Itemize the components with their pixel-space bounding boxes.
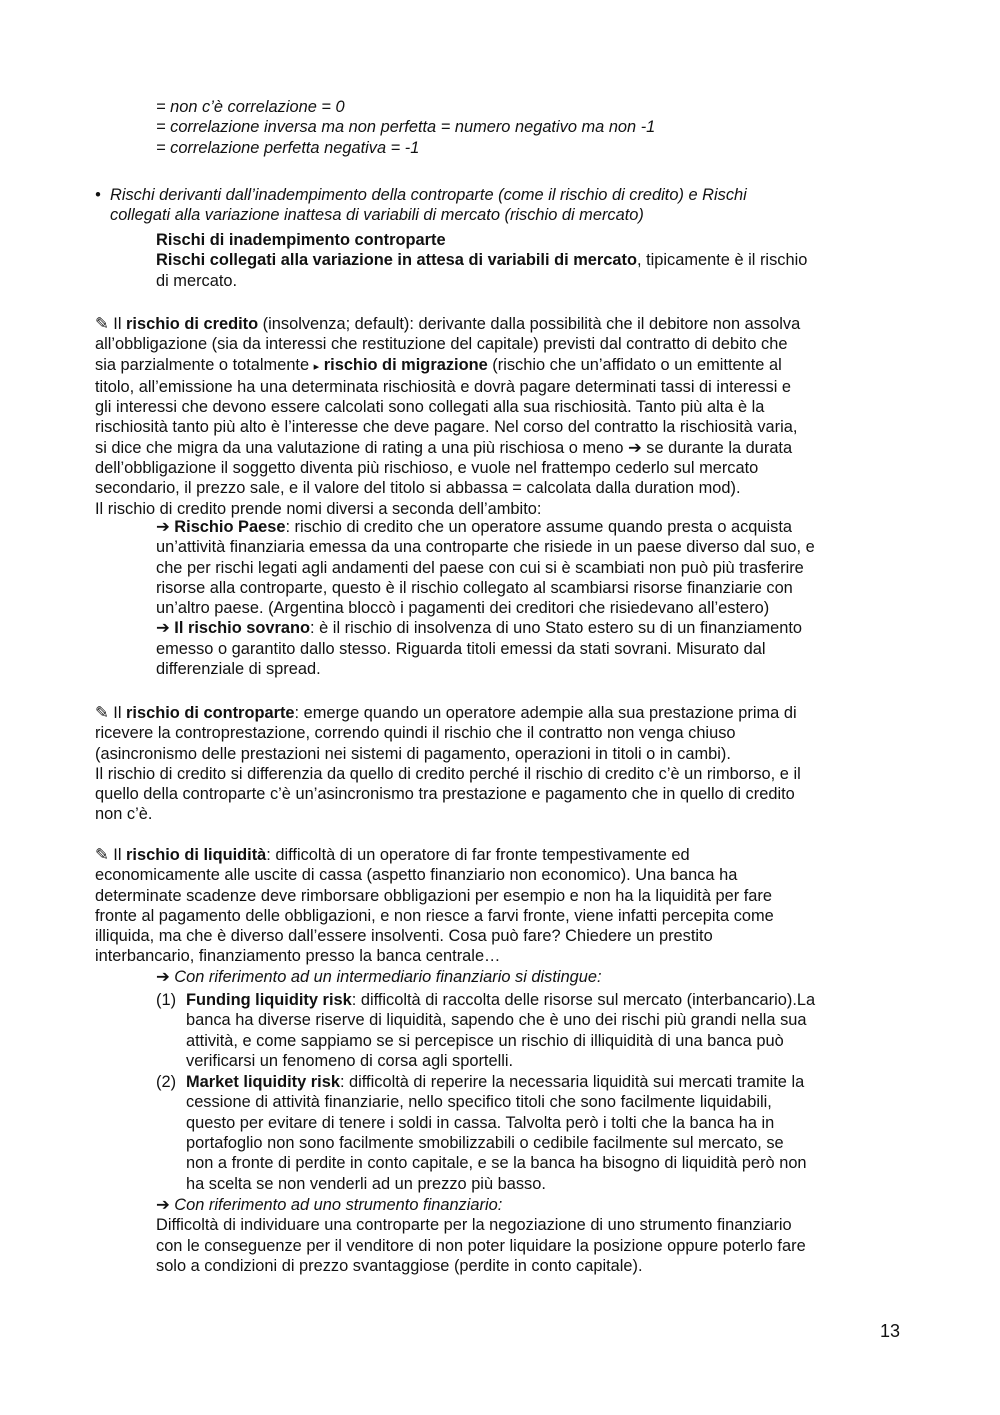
- funding-line-2: banca ha diverse riserve di liquidità, sapendo che è uno dei rischi più grandi nella sua: [186, 1011, 807, 1030]
- liquidita-intermediario: [156, 967, 602, 987]
- list-number-1: (1): [156, 991, 177, 1009]
- section-rischio-liquidita: [95, 845, 774, 967]
- triangle-right-icon: ▸: [313, 360, 320, 373]
- credito-line-1: (insolvenza; default): derivante dalla possibilità che il debitore non assolva: [258, 315, 801, 333]
- pencil-icon: ✎: [95, 846, 109, 864]
- controparte-line-6: non c’è.: [95, 805, 153, 824]
- term-rischio-paese: Rischio Paese: [174, 518, 286, 536]
- funding-line-4: verificarsi un fenomeno di corsa agli sportelli.: [186, 1051, 514, 1070]
- credito-line-5: gli interessi che devono essere calcolati sono collegati alla sua rischiosità. Tanto più alta è la: [95, 398, 765, 417]
- paese-line-1: : rischio di credito che un operatore assume quando presta o acquista: [285, 518, 793, 536]
- bullet-icon: •: [95, 186, 101, 204]
- bullet-line-1: Rischi derivanti dall’inadempimento della controparte (come il rischio di credito) e Rischi: [110, 186, 747, 204]
- section-rischio-controparte: [95, 703, 801, 825]
- credito-il: Il: [113, 315, 127, 333]
- corr-line-1: = non c’è correlazione = 0: [156, 98, 345, 116]
- term-market-liquidity-risk: Market liquidity risk: [186, 1073, 340, 1092]
- arrow-right-icon: ➔: [156, 619, 170, 638]
- strumento-line-1: Difficoltà di individuare una controparte per la negoziazione di uno strumento finanziario: [156, 1216, 792, 1235]
- sovrano-line-3: differenziale di spread.: [156, 660, 321, 679]
- credito-line-10: Il rischio di credito prende nomi diversi a seconda dell’ambito:: [95, 499, 542, 518]
- market-line-6: ha scelta se non venderli ad un prezzo più basso.: [186, 1174, 546, 1193]
- risk-subitems: [156, 230, 807, 291]
- credito-line-3a: sia parzialmente o totalmente: [95, 355, 314, 374]
- term-rischio-liquidita: rischio di liquidità: [126, 846, 267, 864]
- liquidita-strumento: [156, 1195, 806, 1276]
- term-rischio-controparte: rischio di controparte: [126, 704, 295, 722]
- subitem-variazione-line-2: di mercato.: [156, 271, 238, 290]
- controparte-line-4: Il rischio di credito si differenzia da quello di credito perché il rischio di credito c’è un rimborso, e il: [95, 764, 801, 783]
- market-line-2: cessione di attività finanziarie, nello specifico titoli che sono facilmente liquidabili,: [186, 1093, 772, 1112]
- credito-line-6: rischiosità tanto più alto è l’interesse che deve pagare. Nel corso del contratto la rischiosità varia,: [95, 418, 798, 437]
- subitem-variazione-term: Rischi collegati alla variazione in attesa di variabili di mercato: [156, 251, 637, 270]
- pencil-icon: ✎: [95, 704, 109, 722]
- strumento-heading: Con riferimento ad uno strumento finanziario:: [174, 1196, 503, 1214]
- liquidita-line-2: economicamente alle uscite di cassa (aspetto finanziario non economico). Una banca ha: [95, 866, 738, 885]
- market-line-5: non a fronte di perdite in conto capitale, e se la banca ha bisogno di liquidità però non: [186, 1154, 807, 1173]
- market-line-3: questo per evitare di tenere i soldi in cassa. Talvolta però i tolti che la banca ha in: [186, 1113, 775, 1132]
- paese-line-4: risorse alla controparte, questo è il rischio collegato al scambiarsi risorse finanziarie con: [156, 578, 793, 597]
- market-line-1: : difficoltà di reperire la necessaria liquidità sui mercati tramite la: [339, 1073, 805, 1092]
- controparte-line-5: quello della controparte c’è un’asincronismo tra prestazione e pagamento che in quello di credito: [95, 785, 795, 804]
- strumento-line-3: solo a condizioni di prezzo svantaggiose (perdite in conto capitale).: [156, 1256, 643, 1275]
- credito-line-2: all’obbligazione (sia da interessi che restituzione del capitale) previsti dal contratto di debito che: [95, 335, 788, 354]
- funding-line-3: attività, e come sappiamo se si percepisce un rischio di illiquidità di una banca può: [186, 1031, 784, 1050]
- liquidita-line-5: illiquida, ma che è diverso dall’essere insolventi. Cosa può fare? Chiedere un prestito: [95, 927, 713, 946]
- pencil-icon: ✎: [95, 315, 109, 333]
- term-rischio-sovrano: Il rischio sovrano: [174, 619, 311, 638]
- liquidita-il: Il: [113, 846, 127, 864]
- corr-line-2: = correlazione inversa ma non perfetta = numero negativo ma non -1: [156, 118, 656, 137]
- strumento-line-2: con le conseguenze per il venditore di non poter liquidare la posizione oppure poterlo fare: [156, 1236, 806, 1255]
- credito-line-9: secondario, il prezzo sale, e il valore del titolo si abbassa = calcolata dalla duration mod).: [95, 479, 741, 498]
- section-rischio-credito: [95, 314, 800, 519]
- liquidita-line-1: : difficoltà di un operatore di far fronte tempestivamente ed: [266, 846, 690, 864]
- credito-line-7b: se durante la durata: [641, 438, 793, 457]
- credito-line-3b: (rischio che un’affidato o un emittente al: [487, 355, 782, 374]
- bullet-line-2: collegati alla variazione inattesa di variabili di mercato (rischio di mercato): [110, 206, 644, 225]
- arrow-right-icon: ➔: [156, 1196, 170, 1214]
- liquidita-line-3: determinate scadenze deve rimborsare obbligazioni per esempio e non ha la liquidità per fare: [95, 886, 772, 905]
- market-line-4: portafoglio non sono facilmente smobilizzabili o cedibile facilmente sul mercato, se: [186, 1134, 784, 1153]
- subitem-variazione-rest: , tipicamente è il rischio: [636, 251, 808, 270]
- liquidita-line-4: fronte al pagamento delle obbligazioni, e non riesce a farvi fronte, viene infatti percepita come: [95, 906, 774, 925]
- term-rischio-credito: rischio di credito: [126, 315, 259, 333]
- risk-bullet: [95, 185, 747, 226]
- paese-line-2: un’attività finanziaria emessa da una controparte che risiede in un paese diverso dal suo, e: [156, 538, 815, 557]
- arrow-right-icon: ➔: [628, 438, 642, 457]
- paese-line-3: che per rischi legati agli andamenti del paese con cui si è scambiati non può più trasferire: [156, 558, 804, 577]
- credito-line-7a: si dice che migra da una valutazione di rating a una più rischiosa o meno: [95, 438, 629, 457]
- arrow-right-icon: ➔: [156, 518, 170, 536]
- credito-line-8: dell’obbligazione il soggetto diventa più rischioso, e vuole nel frattempo cederlo sul mercato: [95, 459, 759, 478]
- page-number: 13: [880, 1321, 901, 1341]
- paese-line-5: un’altro paese. (Argentina bloccò i pagamenti dei creditori che risiedevano all’estero): [156, 599, 770, 618]
- subitem-inadempimento: Rischi di inadempimento controparte: [156, 231, 446, 249]
- sovrano-line-2: emesso o garantito dallo stesso. Riguarda titoli emessi da stati sovrani. Misurato dal: [156, 639, 766, 658]
- liquidita-line-6: interbancario, finanziamento presso la banca centrale…: [95, 947, 501, 966]
- corr-line-3: = correlazione perfetta negativa = -1: [156, 138, 420, 157]
- controparte-line-3: (asincronismo delle prestazioni nei sistemi di pagamento, operazioni in titoli o in cambi).: [95, 744, 731, 763]
- intermediario-heading: Con riferimento ad un intermediario finanziario si distingue:: [174, 968, 602, 986]
- correlation-list: [156, 97, 655, 158]
- list-number-2: (2): [156, 1073, 177, 1092]
- arrow-right-icon: ➔: [156, 968, 170, 986]
- sovrano-line-1: : è il rischio di insolvenza di uno Stato estero su di un finanziamento: [310, 619, 803, 638]
- term-rischio-migrazione: rischio di migrazione: [323, 355, 488, 374]
- controparte-line-2: ricevere la controprestazione, correndo quindi il rischio che il contratto non venga chiuso: [95, 724, 736, 743]
- credito-subtypes: [156, 517, 815, 679]
- funding-line-1: : difficoltà di raccolta delle risorse sul mercato (interbancario).La: [351, 991, 816, 1009]
- controparte-il: Il: [113, 704, 127, 722]
- controparte-line-1: : emerge quando un operatore adempie alla sua prestazione prima di: [294, 704, 797, 722]
- credito-line-4: titolo, all’emissione ha una determinata rischiosità e dovrà pagare determinati tassi di interessi e: [95, 377, 792, 396]
- numbered-list: [156, 990, 815, 1194]
- term-funding-liquidity-risk: Funding liquidity risk: [186, 991, 352, 1009]
